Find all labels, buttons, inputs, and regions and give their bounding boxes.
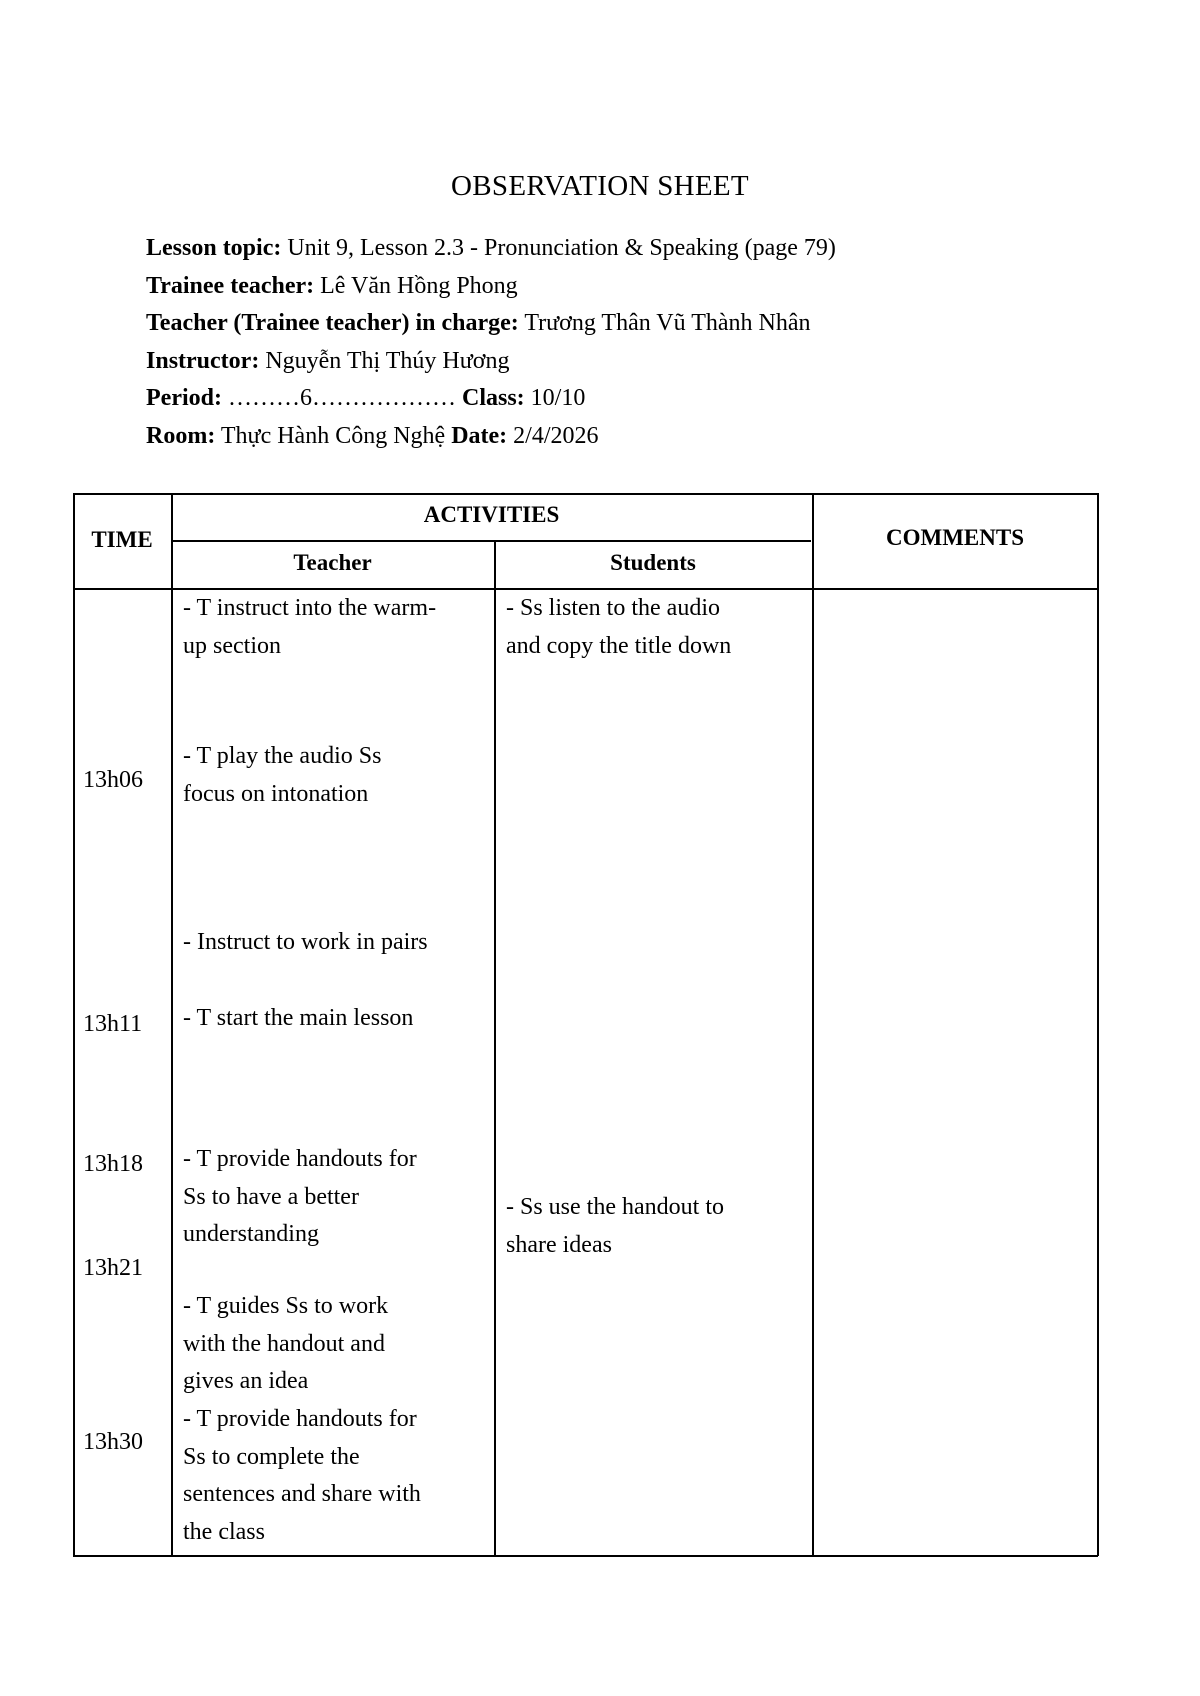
lesson-topic-value: Unit 9, Lesson 2.3 - Pronunciation & Speaking (page 79) xyxy=(281,235,836,261)
entry-line: - T start the main lesson xyxy=(183,1005,414,1031)
entry-line: and copy the title down xyxy=(506,632,732,659)
table-right-border xyxy=(1097,493,1099,1556)
time-cell: 13h30 xyxy=(83,1429,143,1455)
table-bottom-border xyxy=(73,1555,1098,1557)
entry-line: up section xyxy=(183,632,281,659)
entry-line: - Ss listen to the audio xyxy=(506,595,720,621)
time-cell: 13h11 xyxy=(83,1011,143,1037)
comments-cell xyxy=(814,590,1096,1554)
entry-line: share ideas xyxy=(506,1231,612,1258)
room-date-row xyxy=(146,418,836,456)
entry-line: sentences and share with xyxy=(183,1481,421,1507)
student-entry xyxy=(506,1189,724,1264)
teacher-entry xyxy=(183,738,381,813)
entry-line: - Instruct to work in pairs xyxy=(183,929,428,955)
time-header: TIME xyxy=(91,527,153,552)
time-cell: 13h21 xyxy=(83,1255,143,1281)
teacher-entry xyxy=(183,590,436,665)
class-value: 10/10 xyxy=(524,385,586,411)
entry-line: - T provide handouts for xyxy=(183,1406,417,1432)
room-value: Thực Hành Công Nghệ xyxy=(215,422,452,449)
room-label: Room: xyxy=(146,422,216,449)
entry-line: Ss to complete the xyxy=(183,1443,360,1470)
trainee-teacher-label: Trainee teacher: xyxy=(146,272,315,299)
comments-header: COMMENTS xyxy=(886,525,1024,550)
instructor-row xyxy=(146,343,836,381)
instructor-value: Nguyễn Thị Thúy Hương xyxy=(259,347,510,374)
teacher-in-charge-label: Teacher (Trainee teacher) in charge: xyxy=(146,310,519,336)
instructor-label: Instructor: xyxy=(146,347,260,374)
class-label: Class: xyxy=(461,385,525,411)
observation-table xyxy=(73,493,1098,1556)
entry-line: understanding xyxy=(183,1221,319,1247)
date-value: 2/4/2026 xyxy=(507,422,599,449)
teacher-entry xyxy=(183,1141,417,1254)
entry-line: - T play the audio Ss xyxy=(183,743,382,769)
time-cell: 13h06 xyxy=(83,767,143,793)
teacher-header: Teacher xyxy=(293,550,372,575)
teacher-column-border xyxy=(494,540,496,1556)
period-label: Period: xyxy=(146,385,222,411)
teacher-in-charge-value: Trương Thân Vũ Thành Nhân xyxy=(518,310,811,336)
entry-line: - T guides Ss to work xyxy=(183,1293,389,1319)
entry-line: the class xyxy=(183,1518,265,1545)
teacher-entry xyxy=(183,1288,388,1401)
lesson-topic-label: Lesson topic: xyxy=(146,235,282,261)
trainee-teacher-row xyxy=(146,268,836,306)
date-label: Date: xyxy=(451,422,508,449)
time-column-border xyxy=(171,493,173,1556)
period-class-row xyxy=(146,380,836,418)
teacher-entry xyxy=(183,1000,413,1038)
entry-line: gives an idea xyxy=(183,1368,309,1394)
activities-header: ACTIVITIES xyxy=(423,502,560,527)
entry-line: - T provide handouts for xyxy=(183,1146,417,1172)
students-header: Students xyxy=(610,550,696,575)
page-title: OBSERVATION SHEET xyxy=(451,170,749,202)
period-value: ………6……………… xyxy=(221,385,462,411)
time-cell: 13h18 xyxy=(83,1151,143,1177)
teacher-in-charge-row xyxy=(146,305,836,343)
trainee-teacher-value: Lê Văn Hồng Phong xyxy=(314,272,518,299)
entry-line: Ss to have a better xyxy=(183,1183,359,1210)
teacher-entry xyxy=(183,924,428,962)
teacher-entry xyxy=(183,1401,421,1551)
table-left-border xyxy=(73,493,75,1556)
entry-line: - T instruct into the warm- xyxy=(183,595,437,621)
entry-line: with the handout and xyxy=(183,1330,385,1357)
lesson-topic-row xyxy=(146,230,836,268)
activities-divider xyxy=(171,540,811,542)
student-entry xyxy=(506,590,731,665)
entry-line: focus on intonation xyxy=(183,780,369,807)
table-top-border xyxy=(73,493,1098,495)
lesson-info xyxy=(146,230,836,455)
entry-line: - Ss use the handout to xyxy=(506,1194,724,1220)
